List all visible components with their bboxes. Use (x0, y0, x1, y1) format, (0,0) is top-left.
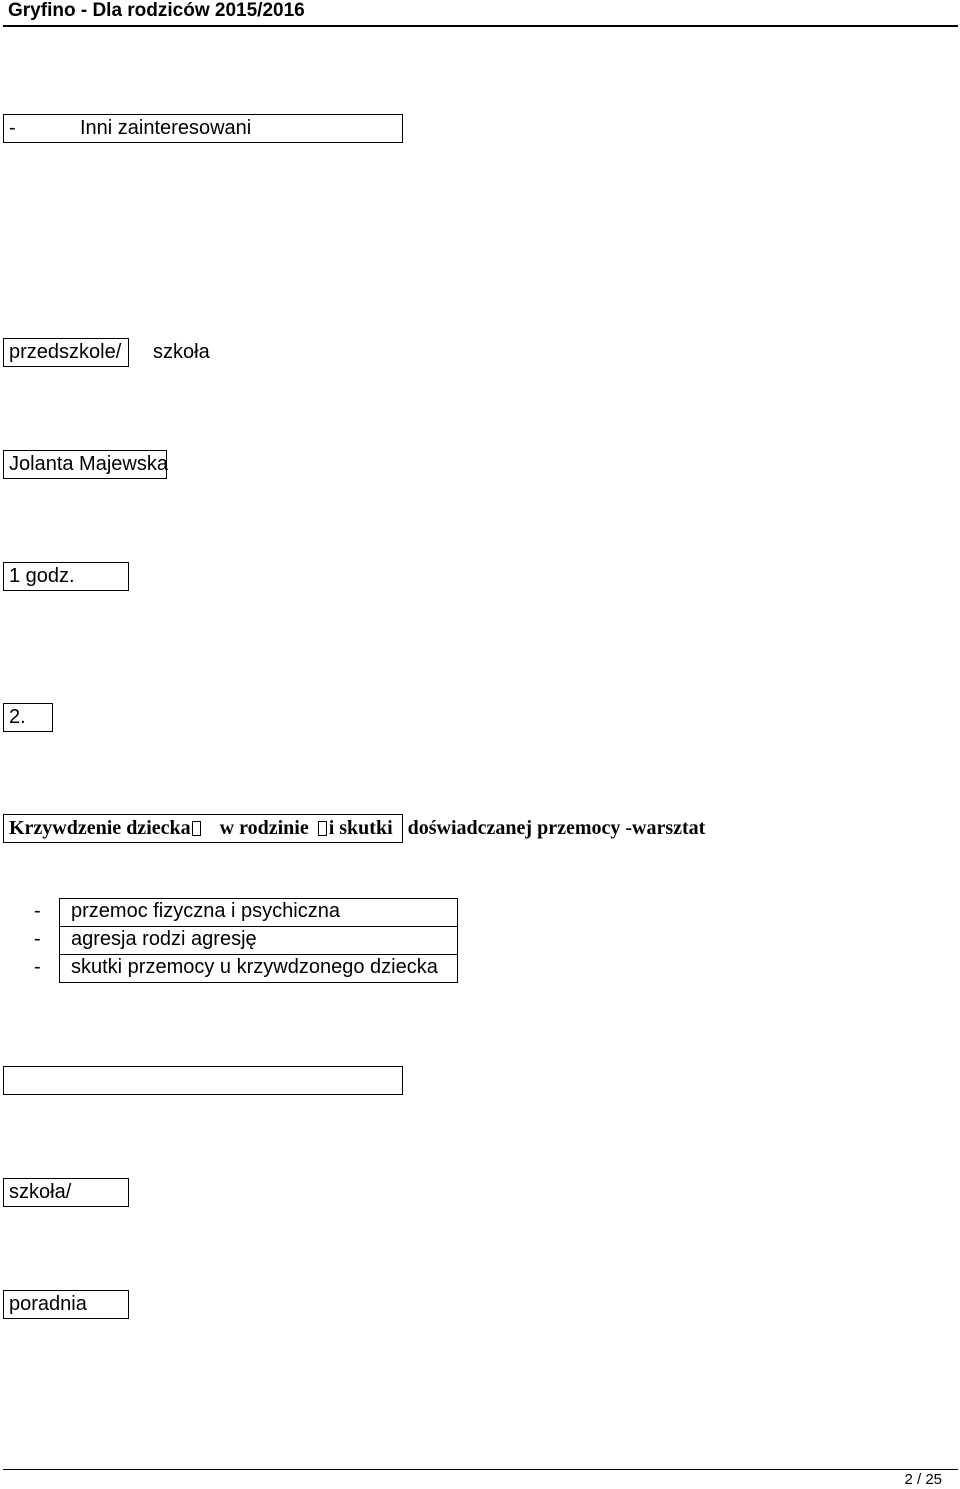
title-part-2: w rodzinie (219, 817, 309, 839)
author-name: Jolanta Majewska (9, 453, 168, 475)
header-divider (3, 25, 958, 27)
venue2-school: szkoła/ (9, 1181, 72, 1203)
empty-cell (3, 1066, 403, 1095)
audience-label: Inni zainteresowani (80, 117, 252, 139)
venue-school: szkoła (153, 341, 210, 363)
title-part-4: skutki (339, 817, 393, 839)
workshop-title (9, 816, 705, 840)
page-header-title: Gryfino - Dla rodziców 2015/2016 (8, 0, 305, 21)
topic-text: agresja rodzi agresję (71, 928, 257, 950)
topic-text: przemoc fizyczna i psychiczna (71, 900, 340, 922)
topic-bullet: - (34, 900, 41, 922)
item-number: 2. (9, 706, 26, 728)
page-number: 2 / 25 (904, 1471, 942, 1488)
audience-dash: - (9, 117, 16, 139)
title-part-1: Krzywdzenie dziecka (9, 817, 191, 839)
footer-divider (3, 1469, 958, 1470)
topic-bullet: - (34, 956, 41, 978)
missing-glyph-icon (318, 821, 327, 836)
title-part-3: i (328, 817, 335, 839)
title-part-5: doświadczanej przemocy -warsztat (407, 817, 706, 839)
duration-value: 1 godz. (9, 565, 75, 587)
topic-bullet: - (34, 928, 41, 950)
topic-text: skutki przemocy u krzywdzonego dziecka (71, 956, 438, 978)
clinic-label: poradnia (9, 1293, 87, 1315)
missing-glyph-icon (192, 821, 201, 836)
venue-preschool: przedszkole/ (9, 341, 122, 363)
